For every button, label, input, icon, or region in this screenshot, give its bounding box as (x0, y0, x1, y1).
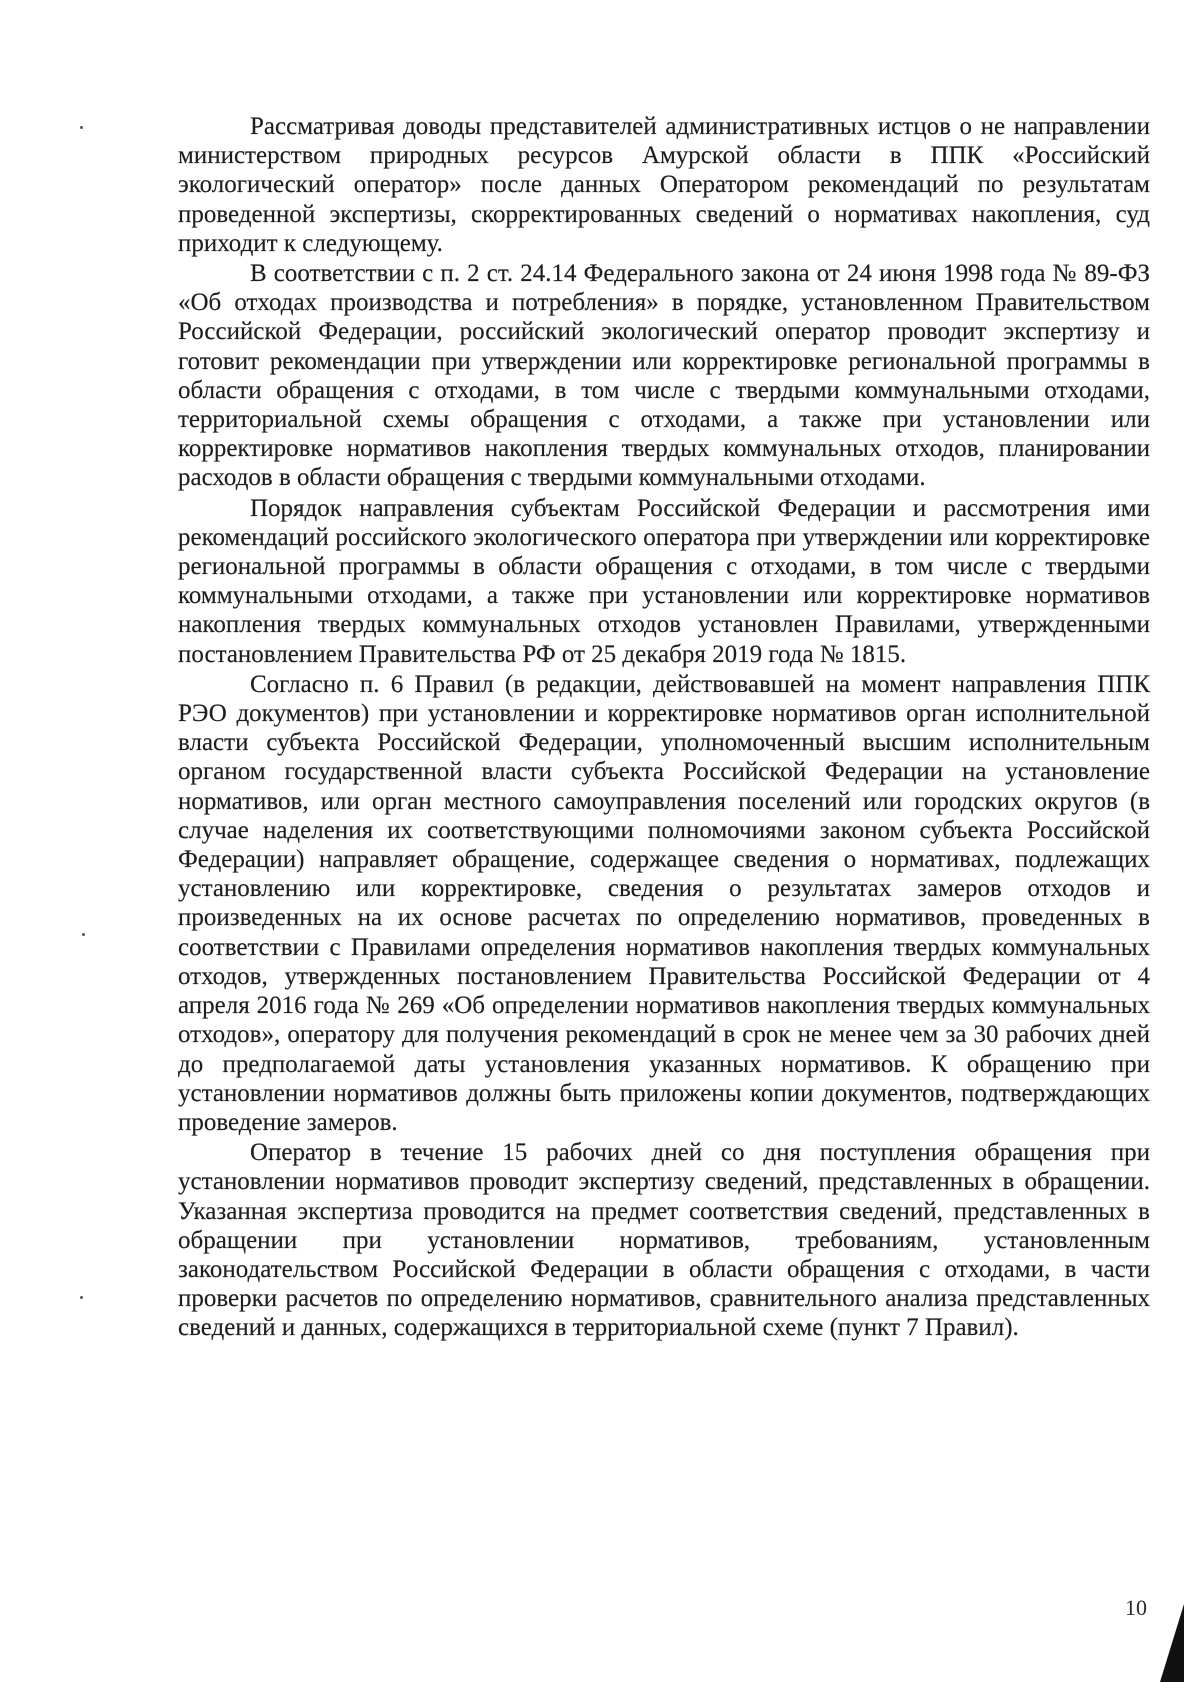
page-number: 10 (1125, 1595, 1147, 1620)
corner-stamp-mark (1158, 1602, 1186, 1684)
paragraph-5: Оператор в течение 15 рабочих дней со дня поступления обращения при установлении нормативов проводит экспертизу сведений, представленных в обращении. Указанная экспертиза проводится на предмет соответствия сведений, представленных в обращении при установлении нормативов, требованиям, установленным законодательством Российской Федерации в области обращения с отходами, в части проверки расчетов по определению нормативов, сравнительного анализа представленных сведений и данных, содержащихся в территориальной схеме (пункт 7 Правил). (178, 1139, 1150, 1342)
paragraph-3: Порядок направления субъектам Российской Федерации и рассмотрения ими рекомендаций российского экологического оператора при утверждении или корректировке региональной программы в области обращения с отходами, в том числе с твердыми коммунальными отходами, а также при установлении или корректировке нормативов накопления твердых коммунальных отходов установлен Правилами, утвержденными постановлением Правительства РФ от 25 декабря 2019 года № 1815. (178, 494, 1150, 668)
paragraph-4: Согласно п. 6 Правил (в редакции, действовавшей на момент направления ППК РЭО документов) при установлении и корректировке нормативов орган исполнительной власти субъекта Российской Федерации, уполномоченный высшим исполнительным органом государственной власти субъекта Российской Федерации на установление нормативов, или орган местного самоуправления поселений или городских округов (в случае наделения их соответствующими полномочиями законом субъекта Российской Федерации) направляет обращение, содержащее сведения о нормативах, подлежащих установлению или корректировке, сведения о результатах замеров отходов и произведенных на их основе расчетах по определению нормативов, проведенных в соответствии с Правилами определения нормативов накопления твердых коммунальных отходов, утвержденных постановлением Правительства Российской Федерации от 4 апреля 2016 года № 269 «Об определении нормативов накопления твердых коммунальных отходов», оператору для получения рекомендаций в срок не менее чем за 30 рабочих дней до предполагаемой даты установления указанных нормативов. К обращению при установлении нормативов должны быть приложены копии документов, подтверждающих проведение замеров. (178, 670, 1150, 1136)
paragraph-2: В соответствии с п. 2 ст. 24.14 Федерального закона от 24 июня 1998 года № 89-ФЗ «Об отходах производства и потребления» в порядке, установленном Правительством Российской Федерации, российский экологический оператор проводит экспертизу и готовит рекомендации при утверждении или корректировке региональной программы в области обращения с отходами, в том числе с твердыми коммунальными отходами, территориальной схемы обращения с отходами, а также при установлении или корректировке нормативов накопления твердых коммунальных отходов, планировании расходов в области обращения с твердыми коммунальными отходами. (178, 260, 1150, 492)
scan-speck (80, 126, 83, 129)
scan-speck (80, 1296, 83, 1299)
document-body (178, 112, 1150, 1344)
paragraph-1: Рассматривая доводы представителей административных истцов о не направлении министерством природных ресурсов Амурской области в ППК «Российский экологический оператор» после данных Оператором рекомендаций по результатам проведенной экспертизы, скорректированных сведений о нормативах накопления, суд приходит к следующему. (178, 113, 1150, 257)
scan-speck (82, 933, 85, 936)
